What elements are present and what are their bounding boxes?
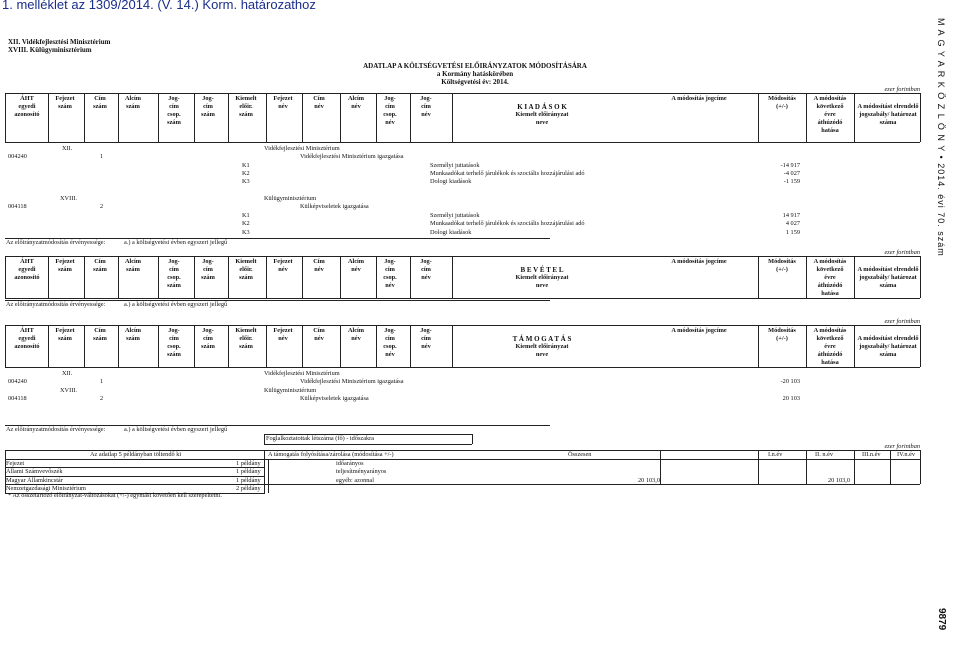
column-header-kiemelt: előir. xyxy=(239,335,253,342)
column-header-alcim-nev: Alcím xyxy=(347,258,365,265)
recipient-name: Állami Számvevőszék xyxy=(6,468,63,475)
column-header-cim-nev: név xyxy=(314,335,324,342)
column-header-jogcime: A módosítás jogcíme xyxy=(671,258,727,265)
unit-label: ezer forintban xyxy=(884,318,920,325)
item-value: 14 917 xyxy=(782,212,800,219)
column-header-jogcsop-nev: név xyxy=(385,282,395,289)
column-header-fejezet: Fejezet xyxy=(55,95,75,102)
code: K1 xyxy=(242,212,250,219)
column-header-jogcim: Jog- xyxy=(202,327,214,334)
column-header-jogcsop: szám xyxy=(167,282,181,289)
org-line-1: XII. Vidékfejlesztési Minisztérium xyxy=(8,38,111,46)
column-header-jogcsop: cím xyxy=(169,266,179,273)
column-header-fejezet-nev: név xyxy=(278,103,288,110)
column-header-jogcim: cím xyxy=(203,266,213,273)
column-header-kovetkezo: következő xyxy=(816,266,844,273)
column-header-aht: azonosító xyxy=(14,343,40,350)
item-label: Személyi juttatások xyxy=(430,162,480,169)
section-title: K I A D Á S O K xyxy=(517,103,567,111)
column-header-alcim: Alcím xyxy=(124,258,142,265)
column-header-alcim-nev: Alcím xyxy=(347,327,365,334)
column-header-jogcim: Jog- xyxy=(202,258,214,265)
column-header-jogcsop-nev: csop. xyxy=(383,274,397,281)
recipient-name: Fejezet xyxy=(6,460,25,467)
column-header-aht: ÁHT xyxy=(20,258,34,265)
section-title: B E V É T E L xyxy=(520,266,564,274)
column-header-modositas: (+/-) xyxy=(776,335,788,342)
column-header-kiemelt: Kiemelt xyxy=(235,95,257,102)
cim-name: Külképviseletek igazgatása xyxy=(300,395,369,402)
column-header-jogcime: A módosítás jogcíme xyxy=(671,95,727,102)
column-header-jogcim: cím xyxy=(203,335,213,342)
section-title: T Á M O G A T Á S xyxy=(512,335,572,343)
column-header-aht: ÁHT xyxy=(20,327,34,334)
recipient-count: 2 példány xyxy=(236,485,261,492)
column-header-cim: szám xyxy=(93,335,107,342)
column-header-jogcim-nev: név xyxy=(421,274,431,281)
validity-value: a.) a költségvetési évben egyszeri jellegű xyxy=(124,426,228,433)
column-header-cim-nev: Cím xyxy=(313,258,325,265)
column-header-jogszabaly: A módosítást elrendelő xyxy=(857,335,919,342)
item-value: 20 103 xyxy=(782,395,800,402)
column-header-kiemelt: szám xyxy=(239,343,253,350)
item-value: 4 027 xyxy=(785,220,800,227)
column-header-kiemelt-neve: neve xyxy=(535,282,549,289)
column-header-cim: Cím xyxy=(94,327,106,334)
item-label: Személyi juttatások xyxy=(430,212,480,219)
quarter-3: III.n.év xyxy=(862,451,881,458)
budget-year: Költségvetési év: 2014. xyxy=(441,78,509,86)
column-header-cim-nev: név xyxy=(314,266,324,273)
chapter-xviii-name: Külügyminisztérium xyxy=(264,387,317,394)
column-header-jogcsop-nev: cím xyxy=(385,335,395,342)
column-header-alcim-nev: név xyxy=(351,266,361,273)
column-header-jogcsop: csop. xyxy=(167,111,181,118)
column-header-jogcim-nev: cím xyxy=(421,335,431,342)
column-header-jogcim: szám xyxy=(201,111,215,118)
chapter-xii: XII. xyxy=(62,145,73,152)
column-header-jogszabaly: jogszabály/ határozat xyxy=(859,343,917,350)
code: K1 xyxy=(242,162,250,169)
column-header-jogcsop-nev: Jog- xyxy=(384,95,396,102)
column-header-kiemelt-neve: Kiemelt előirányzat xyxy=(515,111,569,118)
column-header-kiemelt: Kiemelt xyxy=(235,258,257,265)
org-line-2: XVIII. Külügyminisztérium xyxy=(8,46,92,54)
column-header-kovetkezo: A módosítás xyxy=(813,95,847,102)
column-header-cim: Cím xyxy=(94,258,106,265)
column-header-jogcim: Jog- xyxy=(202,95,214,102)
column-header-jogcsop-nev: név xyxy=(385,351,395,358)
column-header-alcim: Alcím xyxy=(124,327,142,334)
column-header-jogszabaly: A módosítást elrendelő xyxy=(857,266,919,273)
column-header-fejezet-nev: Fejezet xyxy=(273,327,293,334)
column-header-aht: egyedi xyxy=(18,335,36,342)
column-header-jogszabaly: jogszabály/ határozat xyxy=(859,274,917,281)
column-header-fejezet: szám xyxy=(58,335,72,342)
footnote: * Az összetartozó előirányzat-változásokat (+/-) egymást követően kell szerepeltetni. xyxy=(8,492,222,499)
column-header-fejezet-nev: Fejezet xyxy=(273,95,293,102)
column-header-jogcsop: Jog- xyxy=(168,95,180,102)
staff-count-label: Foglalkoztatottak létszáma (fő) - időszakra xyxy=(266,435,375,442)
column-header-jogszabaly: jogszabály/ határozat xyxy=(859,111,917,118)
column-header-jogcsop-nev: cím xyxy=(385,103,395,110)
column-header-kovetkezo: következő xyxy=(816,335,844,342)
column-header-aht: egyedi xyxy=(18,103,36,110)
form-subtitle: a Kormány hatáskörében xyxy=(436,70,514,78)
recipient-count: 1 példány xyxy=(236,460,261,467)
column-header-kovetkezo: hatása xyxy=(821,359,839,366)
column-header-kiemelt-neve: neve xyxy=(535,119,549,126)
mode-performance: teljesítményarányos xyxy=(336,468,387,475)
column-header-kiemelt-neve: Kiemelt előirányzat xyxy=(515,274,569,281)
quarter-2: II. n.év xyxy=(815,451,834,458)
column-header-jogcsop-nev: név xyxy=(385,119,395,126)
total-heading: Összesen xyxy=(568,451,592,458)
item-value: -1 159 xyxy=(783,178,800,185)
item-value: 1 159 xyxy=(785,229,800,236)
cim-name: Vidékfejlesztési Minisztérium igazgatása xyxy=(300,153,404,160)
column-header-fejezet: Fejezet xyxy=(55,258,75,265)
column-header-jogcim: cím xyxy=(203,103,213,110)
validity-value: a.) a költségvetési évben egyszeri jellegű xyxy=(124,239,228,246)
column-header-aht: azonosító xyxy=(14,274,40,281)
column-header-kiemelt: előir. xyxy=(239,266,253,273)
recipient-name: Nemzetgazdasági Minisztérium xyxy=(6,485,86,492)
column-header-jogcim-nev: név xyxy=(421,343,431,350)
column-header-jogcim-nev: Jog- xyxy=(420,258,432,265)
aht-id: 004240 xyxy=(8,153,27,160)
column-header-aht: ÁHT xyxy=(20,95,34,102)
code: K3 xyxy=(242,178,250,185)
item-value: -4 027 xyxy=(783,170,800,177)
recipient-count: 1 példány xyxy=(236,477,261,484)
recipient-name: Magyar Államkincstár xyxy=(6,477,63,484)
column-header-jogcsop-nev: csop. xyxy=(383,343,397,350)
column-header-jogcim-nev: cím xyxy=(421,266,431,273)
column-header-kovetkezo: A módosítás xyxy=(813,258,847,265)
column-header-jogcsop-nev: Jog- xyxy=(384,327,396,334)
column-header-fejezet-nev: Fejezet xyxy=(273,258,293,265)
column-header-jogcsop: cím xyxy=(169,103,179,110)
mode-proportional: időarányos xyxy=(336,460,364,467)
column-header-cim-nev: Cím xyxy=(313,95,325,102)
column-header-fejezet-nev: név xyxy=(278,335,288,342)
code: K3 xyxy=(242,229,250,236)
column-header-alcim: szám xyxy=(126,335,140,342)
column-header-fejezet: szám xyxy=(58,103,72,110)
copies-heading: Az adatlap 5 példányban töltendő ki xyxy=(90,451,182,458)
cim-number: 2 xyxy=(100,395,104,402)
column-header-jogcsop: Jog- xyxy=(168,258,180,265)
column-header-kovetkezo: évre xyxy=(824,343,836,350)
column-header-fejezet-nev: név xyxy=(278,266,288,273)
total-value: 20 103,0 xyxy=(637,477,660,484)
column-header-modositas: Módosítás xyxy=(768,95,796,102)
validity-value: a.) a költségvetési évben egyszeri jellegű xyxy=(124,301,228,308)
item-label: Dologi kiadások xyxy=(430,178,472,185)
column-header-alcim: szám xyxy=(126,103,140,110)
item-value: -14 917 xyxy=(780,162,800,169)
column-header-aht: azonosító xyxy=(14,111,40,118)
column-header-kovetkezo: áthúzódó xyxy=(817,282,843,289)
cim-name: Vidékfejlesztési Minisztérium igazgatása xyxy=(300,378,404,385)
column-header-jogcim-nev: cím xyxy=(421,103,431,110)
column-header-jogcsop: szám xyxy=(167,351,181,358)
column-header-cim: szám xyxy=(93,103,107,110)
column-header-jogcsop: csop. xyxy=(167,274,181,281)
cim-name: Külképviseletek igazgatása xyxy=(300,203,369,210)
column-header-modositas: (+/-) xyxy=(776,103,788,110)
code: K2 xyxy=(242,220,250,227)
column-header-cim: Cím xyxy=(94,95,106,102)
aht-id: 004118 xyxy=(8,203,27,210)
column-header-jogcim-nev: Jog- xyxy=(420,327,432,334)
column-header-jogcsop-nev: Jog- xyxy=(384,258,396,265)
chapter-xii-name: Vidékfejlesztési Minisztérium xyxy=(264,370,340,377)
column-header-jogcim: szám xyxy=(201,343,215,350)
column-header-fejezet: Fejezet xyxy=(55,327,75,334)
column-header-kovetkezo: évre xyxy=(824,274,836,281)
column-header-alcim-nev: Alcím xyxy=(347,95,365,102)
column-header-jogcim-nev: név xyxy=(421,111,431,118)
column-header-kovetkezo: áthúzódó xyxy=(817,351,843,358)
cim-number: 1 xyxy=(100,153,104,160)
column-header-modositas: Módosítás xyxy=(768,258,796,265)
column-header-jogcsop: cím xyxy=(169,335,179,342)
column-header-jogcsop: szám xyxy=(167,119,181,126)
column-header-cim-nev: név xyxy=(314,103,324,110)
unit-label: ezer forintban xyxy=(884,86,920,93)
column-header-kiemelt: szám xyxy=(239,111,253,118)
item-label: Munkaadókat terhelő járulékok és szociális hozzájárulási adó xyxy=(430,220,585,227)
cim-number: 2 xyxy=(100,203,104,210)
column-header-kovetkezo: hatása xyxy=(821,127,839,134)
validity-label: Az előirányzatmódosítás érvényessége: xyxy=(6,301,106,308)
column-header-modositas: (+/-) xyxy=(776,266,788,273)
chapter-xii: XII. xyxy=(62,370,73,377)
chapter-xviii: XVIII. xyxy=(60,195,77,202)
column-header-jogcsop: Jog- xyxy=(168,327,180,334)
mode-other: egyéb: azonnal xyxy=(336,477,374,484)
form-title: ADATLAP A KÖLTSÉGVETÉSI ELŐIRÁNYZATOK MÓDOSÍTÁSÁRA xyxy=(363,62,587,70)
aht-id: 004118 xyxy=(8,395,27,402)
column-header-kovetkezo: áthúzódó xyxy=(817,119,843,126)
column-header-jogcim: szám xyxy=(201,274,215,281)
column-header-alcim: szám xyxy=(126,266,140,273)
column-header-jogszabaly: száma xyxy=(879,351,897,358)
payment-heading: A támogatás folyósítása/zárolása (módosítása +/-) xyxy=(268,451,394,458)
column-header-kiemelt-neve: Kiemelt előirányzat xyxy=(515,343,569,350)
column-header-kovetkezo: évre xyxy=(824,111,836,118)
column-header-aht: egyedi xyxy=(18,266,36,273)
validity-label: Az előirányzatmódosítás érvényessége: xyxy=(6,239,106,246)
column-header-alcim-nev: név xyxy=(351,335,361,342)
cim-number: 1 xyxy=(100,378,104,385)
column-header-kiemelt-neve: neve xyxy=(535,351,549,358)
chapter-xviii-name: Külügyminisztérium xyxy=(264,195,317,202)
column-header-kovetkezo: hatása xyxy=(821,290,839,297)
journal-running-head: M A G Y A R K Ö Z L Ö N Y • 2014. évi 70. szám xyxy=(936,18,946,257)
column-header-jogcsop: csop. xyxy=(167,343,181,350)
column-header-jogcsop-nev: csop. xyxy=(383,111,397,118)
chapter-xii-name: Vidékfejlesztési Minisztérium xyxy=(264,145,340,152)
recipient-count: 1 példány xyxy=(236,468,261,475)
item-label: Dologi kiadások xyxy=(430,229,472,236)
q2-value: 20 103,0 xyxy=(827,477,850,484)
column-header-jogcime: A módosítás jogcíme xyxy=(671,327,727,334)
column-header-jogcsop-nev: cím xyxy=(385,266,395,273)
page-header: 1. melléklet az 1309/2014. (V. 14.) Korm. határozathoz xyxy=(2,0,316,12)
unit-label: ezer forintban xyxy=(884,249,920,256)
quarter-1: I.n.év xyxy=(768,451,783,458)
column-header-jogszabaly: A módosítást elrendelő xyxy=(857,103,919,110)
column-header-kiemelt: szám xyxy=(239,274,253,281)
column-header-modositas: Módosítás xyxy=(768,327,796,334)
column-header-cim-nev: Cím xyxy=(313,327,325,334)
quarter-4: IV.n.év xyxy=(897,451,916,458)
column-header-jogszabaly: száma xyxy=(879,119,897,126)
column-header-kovetkezo: A módosítás xyxy=(813,327,847,334)
validity-label: Az előirányzatmódosítás érvényessége: xyxy=(6,426,106,433)
column-header-jogcim-nev: Jog- xyxy=(420,95,432,102)
column-header-jogszabaly: száma xyxy=(879,282,897,289)
column-header-cim: szám xyxy=(93,266,107,273)
page-number: 9879 xyxy=(936,608,947,631)
column-header-kiemelt: előir. xyxy=(239,103,253,110)
code: K2 xyxy=(242,170,250,177)
column-header-alcim: Alcím xyxy=(124,95,142,102)
column-header-alcim-nev: név xyxy=(351,103,361,110)
column-header-kovetkezo: következő xyxy=(816,103,844,110)
unit-label: ezer forintban xyxy=(884,443,920,450)
item-value: -20 103 xyxy=(780,378,800,385)
aht-id: 004240 xyxy=(8,378,27,385)
item-label: Munkaadókat terhelő járulékok és szociális hozzájárulási adó xyxy=(430,170,585,177)
column-header-fejezet: szám xyxy=(58,266,72,273)
chapter-xviii: XVIII. xyxy=(60,387,77,394)
column-header-kiemelt: Kiemelt xyxy=(235,327,257,334)
